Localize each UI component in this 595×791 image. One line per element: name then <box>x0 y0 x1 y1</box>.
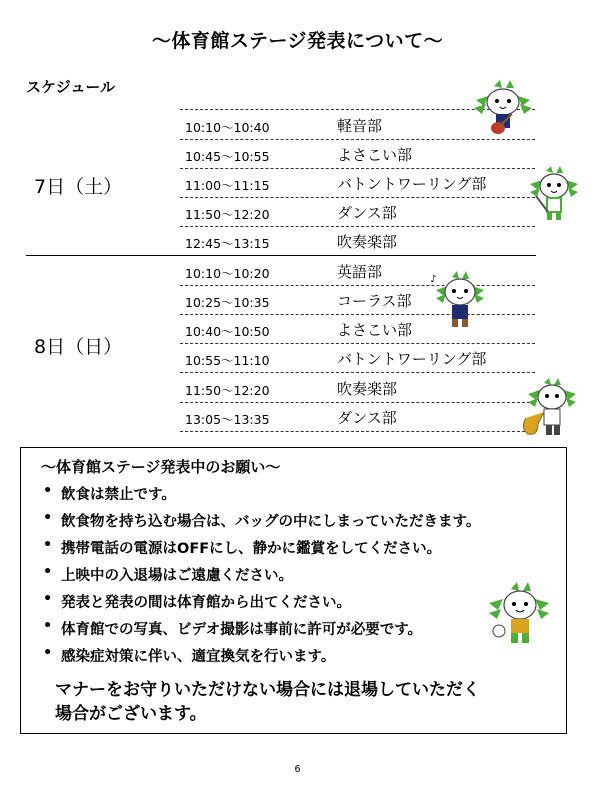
mascot-cheer-icon <box>483 581 555 647</box>
notice-title: ～体育館ステージ発表中のお願い～ <box>41 458 281 476</box>
list-item <box>43 537 480 564</box>
svg-text:♪: ♪ <box>430 274 437 285</box>
notice-footer-line: 場合がございます。 <box>55 704 207 724</box>
row-club: バトントワーリング部 <box>337 175 487 193</box>
schedule-row <box>180 139 535 169</box>
schedule-heading: スケジュール <box>26 78 116 96</box>
list-item-text: 発表と発表の間は体育館から出てください。 <box>61 595 351 611</box>
page-title: ～体育館ステージ発表について～ <box>151 30 444 52</box>
bullet: • <box>43 564 53 580</box>
schedule-row <box>180 343 535 373</box>
bullet: • <box>43 645 53 661</box>
row-time: 11:00～11:15 <box>185 178 270 193</box>
row-time: 10:10～10:40 <box>185 120 270 135</box>
page-number: 6 <box>294 764 301 775</box>
row-club: 軽音部 <box>337 117 383 135</box>
row-time: 10:25～10:35 <box>185 295 270 310</box>
row-time: 10:55～11:10 <box>185 353 270 368</box>
mascot-saxophone-icon <box>516 378 578 440</box>
bullet: • <box>43 537 53 553</box>
list-item-text: 上映中の入退場はご遠慮ください。 <box>61 568 293 584</box>
notice-footer <box>55 678 480 726</box>
row-club: 英語部 <box>337 263 383 281</box>
schedule-row <box>180 168 535 198</box>
row-club: よさこい部 <box>337 321 413 339</box>
bullet: • <box>43 591 53 607</box>
day-label: 8日（日） <box>34 336 123 358</box>
mascot-baton-icon <box>528 166 580 224</box>
schedule-row <box>180 197 535 227</box>
bullet: • <box>43 510 53 526</box>
row-club: 吹奏楽部 <box>337 233 398 251</box>
row-time: 11:50～12:20 <box>185 207 270 222</box>
list-item-text: 飲食物を持ち込む場合は、バッグの中にしまっていただきます。 <box>61 514 481 530</box>
bullet: • <box>43 618 53 634</box>
list-item <box>43 564 480 591</box>
schedule-row <box>180 373 535 403</box>
row-club: ダンス部 <box>337 204 397 222</box>
schedule-row <box>180 402 535 432</box>
list-item <box>43 510 480 537</box>
list-item <box>43 591 480 618</box>
row-club: よさこい部 <box>337 146 413 164</box>
list-item-text: 体育館での写真、ビデオ撮影は事前に許可が必要です。 <box>61 622 423 638</box>
list-item <box>43 645 480 672</box>
list-item <box>43 618 480 645</box>
notice-box <box>20 447 567 734</box>
row-time: 10:10～10:20 <box>185 266 270 281</box>
row-time: 10:45～10:55 <box>185 149 270 164</box>
list-item-text: 飲食は禁止です。 <box>61 487 176 503</box>
list-item <box>43 483 480 510</box>
list-item-text: 携帯電話の電源はOFFにし、静かに鑑賞をしてください。 <box>61 541 442 557</box>
schedule-row <box>180 226 535 255</box>
row-club: バトントワーリング部 <box>337 350 487 368</box>
mascot-guitar-icon <box>472 80 534 138</box>
list-item-text: 感染症対策に伴い、適宜換気を行います。 <box>61 649 336 665</box>
mascot-singing-icon <box>428 270 488 330</box>
bullet: • <box>43 483 53 499</box>
row-club: 吹奏楽部 <box>337 380 398 398</box>
row-club: ダンス部 <box>337 409 397 427</box>
notice-list <box>43 483 480 672</box>
row-time: 10:40～10:50 <box>185 324 270 339</box>
row-time: 13:05～13:35 <box>185 412 270 427</box>
row-time: 11:50～12:20 <box>185 383 270 398</box>
notice-footer-line: マナーをお守りいただけない場合には退場していただく <box>55 680 480 700</box>
row-time: 12:45～13:15 <box>185 236 270 251</box>
day-label: 7日（土） <box>34 176 123 198</box>
row-club: コーラス部 <box>337 292 412 310</box>
